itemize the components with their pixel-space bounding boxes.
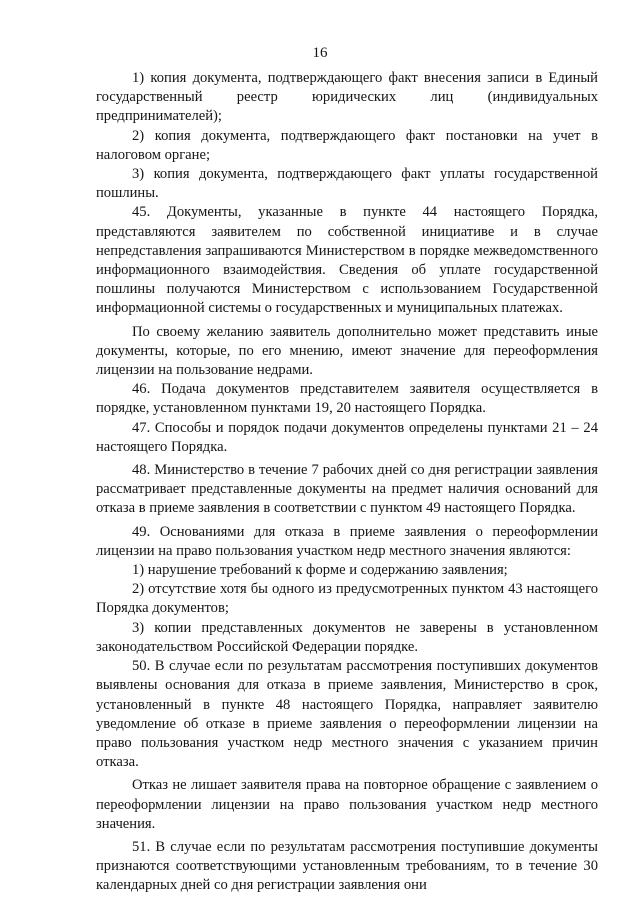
paragraph-clause-49-item-3: 3) копии представленных документов не заверены в установленном законодательством Российской Федерации порядке. (96, 619, 598, 655)
paragraph-clause-45-addendum: По своему желанию заявитель дополнительно может представить иные документы, которые, по его мнению, имеют значение для переоформления лицензии на пользование недрами. (96, 323, 598, 379)
paragraph-clause-45: 45. Документы, указанные в пункте 44 настоящего Порядка, представляются заявителем по собственной инициативе и в случае непредставления запрашиваются Министерством в порядке межведомственного информационного взаимодействия. Сведения об уплате государственной пошлины получаются Министерством с использованием Государственной информационной системы о государственных и муниципальных платежах. (96, 204, 598, 317)
paragraph-clause-50: 50. В случае если по результатам рассмотрения поступивших документов выявлены основания для отказа в приеме заявления, Министерство в срок, установленный в пункте 48 настоящего Порядка, направляет заявителю уведомление об отказе в приеме заявления о переоформлении лицензии на право пользования участком недр местного значения с указанием причин отказа. (96, 658, 598, 771)
paragraph-item-2: 2) копия документа, подтверждающего факт постановки на учет в налоговом органе; (96, 127, 598, 163)
paragraph-clause-49-item-2: 2) отсутствие хотя бы одного из предусмотренных пунктом 43 настоящего Порядка документов; (96, 581, 598, 617)
paragraph-clause-48: 48. Министерство в течение 7 рабочих дней со дня регистрации заявления рассматривает представленные документы на предмет наличия оснований для отказа в приеме заявления в соответствии с пунктом 49 настоящего Порядка. (96, 462, 598, 517)
document-body (96, 69, 598, 896)
paragraph-clause-49-item-1: 1) нарушение требований к форме и содержанию заявления; (132, 562, 508, 579)
paragraph-item-1: 1) копия документа, подтверждающего факт внесения записи в Единый государственный реестр юридических лиц (индивидуальных предпринимателей); (96, 70, 598, 125)
paragraph-clause-47: 47. Способы и порядок подачи документов определены пунктами 21 – 24 настоящего Порядка. (96, 419, 598, 455)
paragraph-clause-51: 51. В случае если по результатам рассмотрения поступившие документы признаются соответствующими установленным требованиям, то в течение 30 календарных дней со дня регистрации заявления они (96, 838, 598, 894)
paragraph-clause-49: 49. Основаниями для отказа в приеме заявления о переоформлении лицензии на право пользования участком недр местного значения являются: (96, 523, 598, 559)
page-number: 16 (312, 45, 328, 61)
paragraph-item-3: 3) копия документа, подтверждающего факт уплаты государственной пошлины. (96, 166, 598, 202)
paragraph-clause-50-addendum: Отказ не лишает заявителя права на повторное обращение с заявлением о переоформлении лицензии на право пользования участком недр местного значения. (96, 777, 598, 832)
paragraph-clause-46: 46. Подача документов представителем заявителя осуществляется в порядке, установленном пунктами 19, 20 настоящего Порядка. (96, 381, 598, 417)
